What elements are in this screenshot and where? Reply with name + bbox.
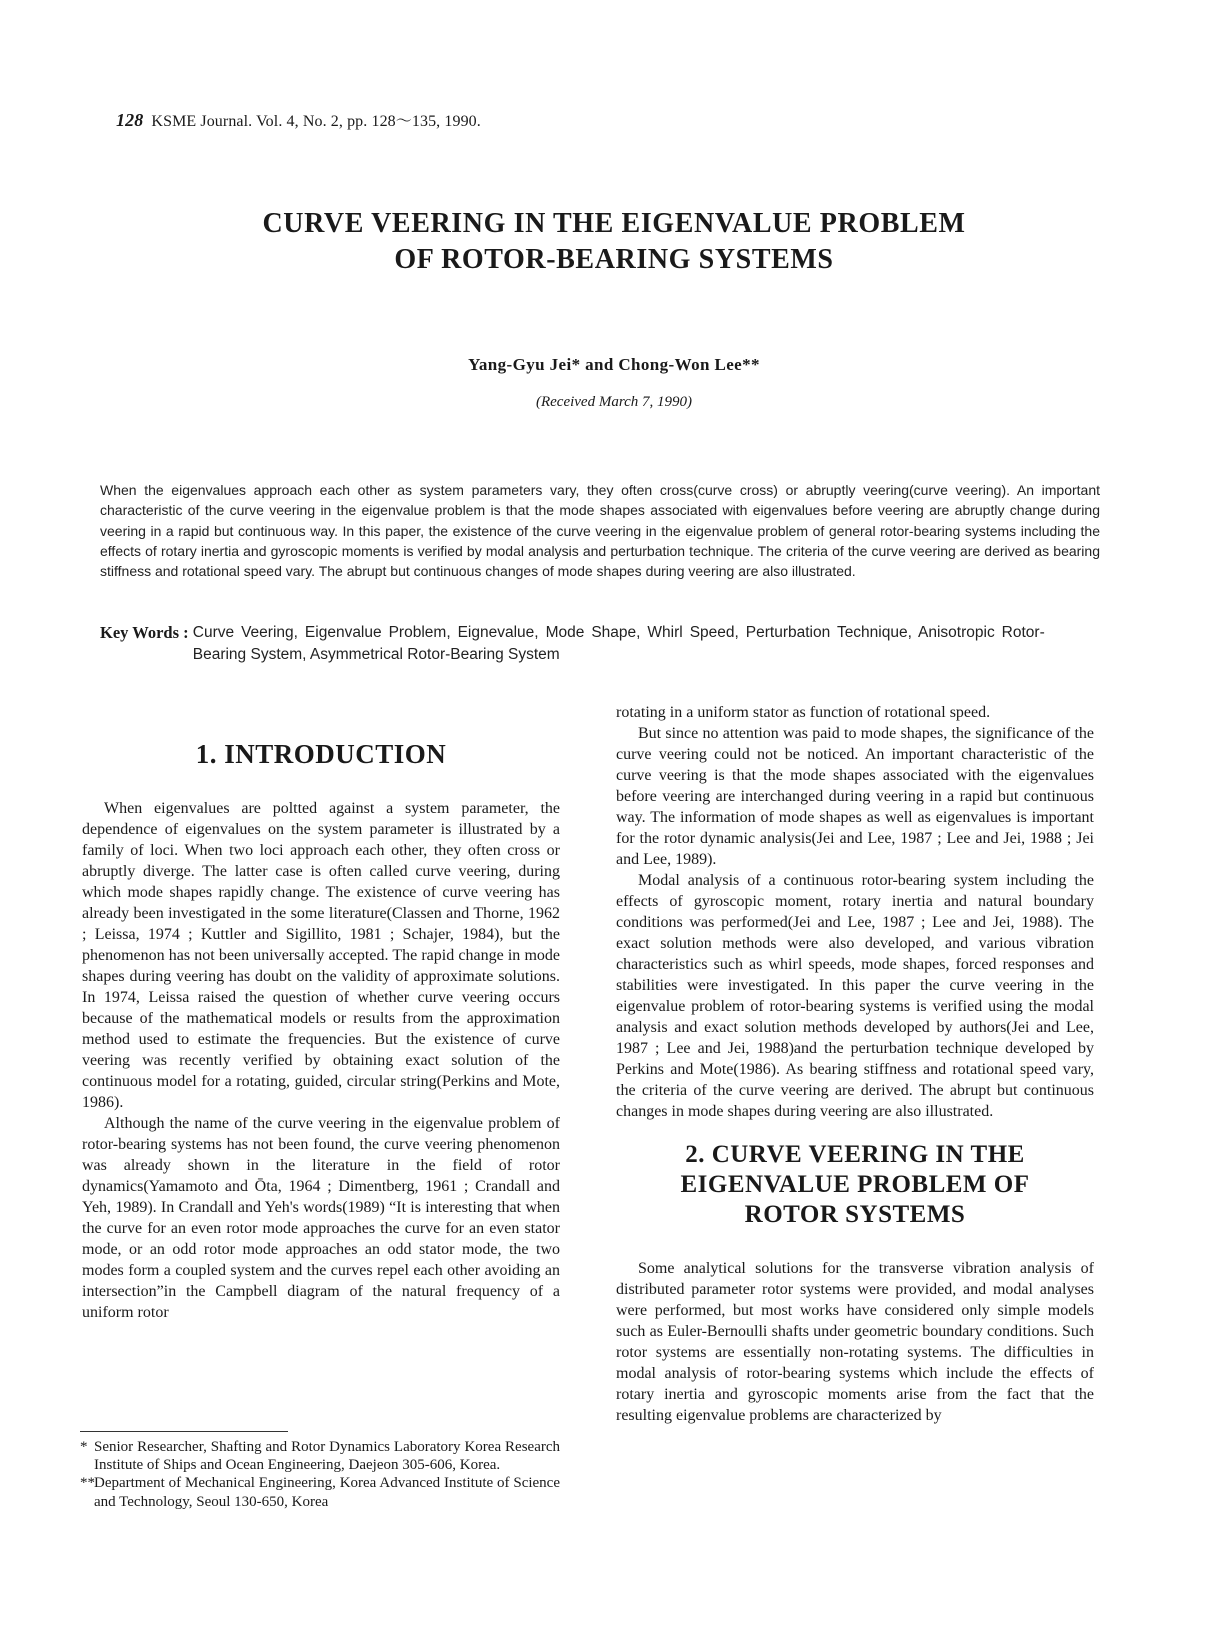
right-column — [616, 702, 1094, 1426]
footnote-rule — [80, 1431, 288, 1432]
title-line-1: CURVE VEERING IN THE EIGENVALUE PROBLEM — [262, 208, 966, 239]
keywords-label: Key Words : — [100, 623, 189, 642]
footnote-2 — [80, 1474, 560, 1510]
intro-paragraph-2: Although the name of the curve veering in the eigenvalue problem of rotor-bearing systems has not been found, the curve veering phenomenon was already shown in the literature in the field of rotor dynamics(Yamamoto and Ōta, 1964 ; Dimentberg, 1961 ; Crandall and Yeh, 1989). In Crandall and Yeh's words(1989) “It is interesting that when the curve for an even rotor mode approaches the curve for an even stator mode, or an odd rotor mode approaches an odd stator mode, the two modes form a coupled system and the curves repel each other avoiding an intersection”in the Campbell diagram of the natural frequency of a uniform rotor — [82, 1115, 560, 1321]
paper-title — [0, 206, 1228, 278]
authors: Yang-Gyu Jei* and Chong-Won Lee** — [468, 355, 760, 374]
received-date: (Received March 7, 1990) — [535, 394, 693, 410]
section-2-paragraph-1: Some analytical solutions for the transverse vibration analysis of distributed parameter rotor systems were provided, and modal analyses were performed, but most works have considered only simple models such as Euler-Bernoulli shafts under geometric boundary conditions. Such rotor systems are essentially non-rotating systems. The difficulties in modal analysis of rotor-bearing systems which include the effects of rotary inertia and gyroscopic moments arise from the fact that the resulting eigenvalue problems are characterized by — [616, 1260, 1094, 1424]
footnote-2-text: Department of Mechanical Engineering, Korea Advanced Institute of Science and Technology, Seoul 130-650, Korea — [94, 1475, 560, 1510]
right-paragraph-1: But since no attention was paid to mode shapes, the significance of the curve veering could not be noticed. An important characteristic of the curve veering is that the mode shapes associated with the eigenvalues before veering are interchanged during veering in a rapid but continuous way. The information of mode shapes as well as eigenvalues is important for the rotor dynamic analysis(Jei and Lee, 1987 ; Lee and Jei, 1988 ; Jei and Lee, 1989). — [616, 725, 1094, 868]
footnotes — [80, 1431, 560, 1511]
right-paragraph-0: rotating in a uniform stator as function of rotational speed. — [616, 704, 991, 721]
title-line-2: OF ROTOR-BEARING SYSTEMS — [394, 244, 834, 275]
footnote-1-mark: * — [80, 1439, 88, 1455]
section-2-heading-line-2: EIGENVALUE PROBLEM OF — [680, 1171, 1030, 1198]
intro-paragraph-1: When eigenvalues are poltted against a system parameter, the dependence of eigenvalues on the system parameter is illustrated by a family of loci. When two loci approach each other, they often cross or abruptly diverge. The latter case is often called curve veering, during which mode shapes rapidly change. The existence of curve veering has already been investigated in the some literature(Classen and Thorne, 1962 ; Leissa, 1974 ; Kuttler and Sigillito, 1981 ; Schajer, 1984), but the phenomenon has not been universally accepted. The rapid change in mode shapes during veering has doubt on the validity of approximate solutions. In 1974, Leissa raised the question of whether curve veering occurs because of the mathematical models or results from the approximation method used to estimate the frequencies. But the existence of curve veering was recently verified by obtaining exact solution of the continuous model for a rotating, guided, circular string(Perkins and Mote, 1986). — [82, 800, 560, 1111]
footnote-1-text: Senior Researcher, Shafting and Rotor Dynamics Laboratory Korea Research Institute of Ships and Ocean Engineering, Daejeon 305-606, Korea. — [94, 1439, 560, 1474]
abstract: When the eigenvalues approach each other as system parameters vary, they often cross(curve cross) or abruptly veering(curve veering). An important characteristic of the curve veering in the eigenvalue problem is that the mode shapes associated with eigenvalues before veering are abruptly change during veering in a rapid but continuous way. In this paper, the existence of the curve veering in the eigenvalue problem of general rotor-bearing systems including the effects of rotary inertia and gyroscopic moments is verified by modal analysis and perturbation technique. The criteria of the curve veering are derived as bearing stiffness and rotational speed vary. The abrupt but continuous changes of mode shapes during veering are also illustrated. — [100, 482, 1100, 580]
section-2-heading — [616, 1140, 1094, 1230]
right-paragraph-2: Modal analysis of a continuous rotor-bearing system including the effects of gyroscopic moment, rotary inertia and natural boundary conditions was performed(Jei and Lee, 1987 ; Lee and Jei, 1988). The exact solution methods were also developed, and various vibration characteristics such as whirl speeds, mode shapes, forced responses and stabilities were investigated. In this paper the curve veering in the eigenvalue problem of rotor-bearing systems is verified using the modal analysis and exact solution methods developed by authors(Jei and Lee, 1987 ; Lee and Jei, 1988)and the perturbation technique developed by Perkins and Mote(1986). As bearing stiffness and rotational speed vary, the criteria of the curve veering are derived. The abrupt but continuous changes in mode shapes during veering are also illustrated. — [616, 872, 1094, 1120]
left-column — [82, 720, 560, 1323]
journal-citation: KSME Journal. Vol. 4, No. 2, pp. 128～135, 1990. — [151, 113, 481, 130]
section-1-heading: 1. INTRODUCTION — [195, 739, 447, 769]
section-2-heading-line-1: 2. CURVE VEERING IN THE — [685, 1141, 1025, 1168]
keywords — [100, 622, 1100, 666]
keywords-text: Curve Veering, Eigenvalue Problem, Eignevalue, Mode Shape, Whirl Speed, Perturbation Technique, Anisotropic Rotor-Bearing System, Asymmetrical Rotor-Bearing System — [192, 624, 1045, 663]
section-2-heading-line-3: ROTOR SYSTEMS — [744, 1201, 966, 1228]
running-head — [116, 108, 481, 131]
footnote-1 — [80, 1438, 560, 1474]
footnote-2-mark: ** — [80, 1475, 95, 1492]
page-number: 128 — [116, 110, 144, 130]
